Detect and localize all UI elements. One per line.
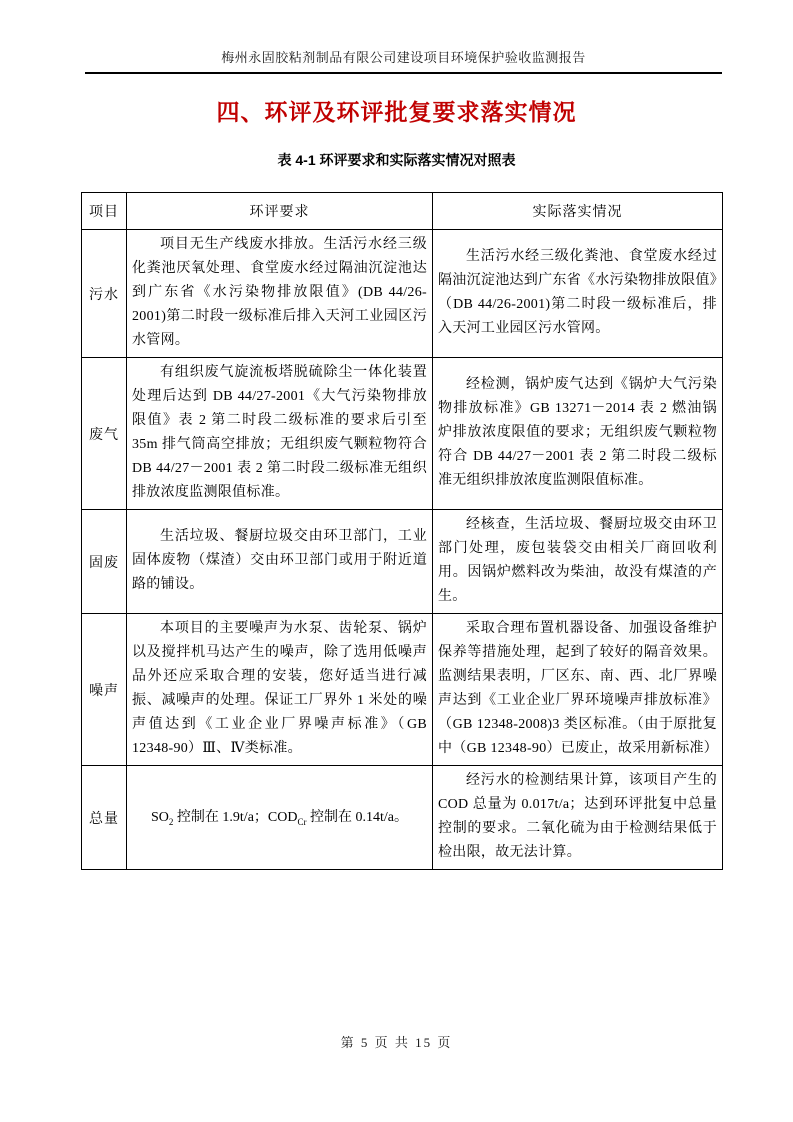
row-label-solid-waste: 固废 bbox=[82, 510, 127, 614]
so2-subscript: 2 bbox=[168, 816, 174, 827]
section-title: 四、环评及环评批复要求落实情况 bbox=[216, 99, 577, 125]
noise-actual-cell bbox=[433, 614, 723, 766]
wastewater-requirement-text: 项目无生产线废水排放。生活污水经三级化粪池厌氧处理、食堂废水经过隔油沉淀池达到广东省《水污染物排放限值》(DB 44/26-2001)第二时段一级标准后排入天河工业园区污水管网。 bbox=[132, 237, 427, 348]
table-row-total-amount bbox=[82, 766, 723, 870]
noise-requirement-cell bbox=[127, 614, 433, 766]
wastewater-actual-cell bbox=[433, 230, 723, 358]
cod-subscript: Cr bbox=[297, 816, 307, 827]
waste-gas-actual-cell bbox=[433, 358, 723, 510]
table-header-row bbox=[82, 193, 723, 230]
waste-gas-requirement-text: 有组织废气旋流板塔脱硫除尘一体化装置处理后达到 DB 44/27-2001《大气污染物排放限值》表 2 第二时段二级标准的要求后引至 35m 排气筒高空排放；无组织废气颗粒物符合 DB 44/27－2001 表 2 第二时段二级标准无组织排放浓度监测限值标准。 bbox=[132, 365, 427, 500]
cod-limit-text: 控制在 0.14t/a。 bbox=[306, 809, 408, 825]
so2-label: SO bbox=[151, 809, 169, 825]
running-header: 梅州永固胶粘剂制品有限公司建设项目环境保护验收监测报告 bbox=[221, 50, 586, 65]
solid-waste-actual-text: 经核查，生活垃圾、餐厨垃圾交由环卫部门处理，废包装袋交由相关厂商回收利用。因锅炉燃料改为柴油，故没有煤渣的产生。 bbox=[438, 517, 717, 604]
compliance-table bbox=[81, 192, 723, 870]
col-header-requirement: 环评要求 bbox=[127, 193, 433, 230]
table-row-wastewater bbox=[82, 230, 723, 358]
row-label-wastewater: 污水 bbox=[82, 230, 127, 358]
waste-gas-actual-text: 经检测，锅炉废气达到《锅炉大气污染物排放标准》GB 13271－2014 表 2 燃油锅炉排放浓度限值的要求；无组织废气颗粒物符合 DB 44/27－2001 表 2 第二时段二级标准无组织排放浓度监测限值标准。 bbox=[438, 377, 717, 488]
table-row-noise bbox=[82, 614, 723, 766]
wastewater-actual-text: 生活污水经三级化粪池、食堂废水经过隔油沉淀池达到广东省《水污染物排放限值》（DB 44/26-2001)第二时段一级标准后，排入天河工业园区污水管网。 bbox=[438, 249, 717, 336]
table-row-solid-waste bbox=[82, 510, 723, 614]
total-amount-actual-text: 经污水的检测结果计算，该项目产生的 COD 总量为 0.017t/a；达到环评批复中总量控制的要求。二氧化硫为由于检测结果低于检出限，故无法计算。 bbox=[438, 773, 717, 860]
solid-waste-requirement-cell bbox=[127, 510, 433, 614]
col-header-item: 项目 bbox=[82, 193, 127, 230]
so2-limit-text: 控制在 1.9t/a；COD bbox=[173, 809, 298, 825]
total-amount-requirement-cell bbox=[127, 766, 433, 870]
table-row-waste-gas bbox=[82, 358, 723, 510]
noise-requirement-text: 本项目的主要噪声为水泵、齿轮泵、锅炉以及搅拌机马达产生的噪声，除了选用低噪声品外还应采取合理的安装，您好适当进行减振、减噪声的处理。保证工厂界外 1 米处的噪声值达到《工业企业厂界噪声标准》（GB 12348-90）Ⅲ、Ⅳ类标准。 bbox=[132, 621, 427, 756]
row-label-waste-gas: 废气 bbox=[82, 358, 127, 510]
wastewater-requirement-cell bbox=[127, 230, 433, 358]
page-footer: 第 5 页 共 15 页 bbox=[340, 1035, 453, 1050]
solid-waste-actual-cell bbox=[433, 510, 723, 614]
total-amount-actual-cell bbox=[433, 766, 723, 870]
waste-gas-requirement-cell bbox=[127, 358, 433, 510]
row-label-noise: 噪声 bbox=[82, 614, 127, 766]
solid-waste-requirement-text: 生活垃圾、餐厨垃圾交由环卫部门，工业固体废物（煤渣）交由环卫部门或用于附近道路的铺设。 bbox=[132, 529, 427, 592]
table-caption: 表 4-1 环评要求和实际落实情况对照表 bbox=[277, 152, 516, 168]
row-label-total-amount: 总量 bbox=[82, 766, 127, 870]
col-header-actual: 实际落实情况 bbox=[433, 193, 723, 230]
noise-actual-text: 采取合理布置机器设备、加强设备维护保养等措施处理，起到了较好的隔音效果。监测结果表明，厂区东、南、西、北厂界噪声达到《工业企业厂界环境噪声排放标准》（GB 12348-2008)3 类区标准。（由于原批复中（GB 12348-90）已废止，故采用新标准） bbox=[438, 621, 719, 756]
header-rule bbox=[85, 72, 722, 74]
